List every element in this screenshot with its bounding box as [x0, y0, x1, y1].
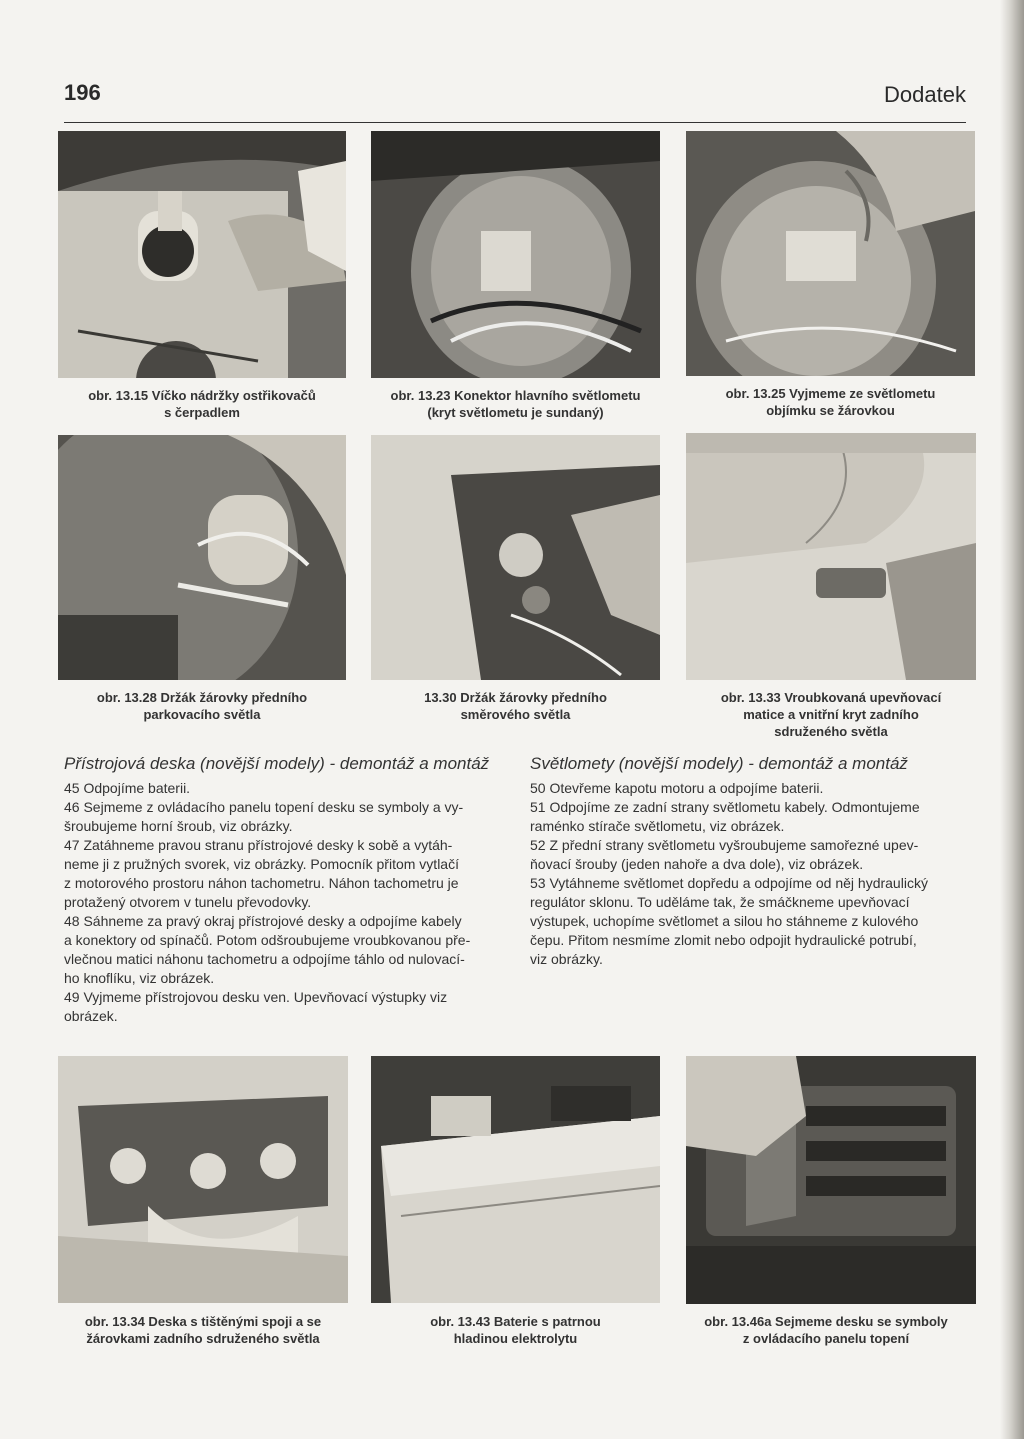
caption-13-30: 13.30 Držák žárovky předního směrového světla — [424, 690, 607, 722]
paragraph-47: 47 Zatáhneme pravou stranu přístrojové desky k sobě a vytáh- neme ji z pružných svorek, viz obrázky. Pomocník přitom vytlačí z motorového prostoru náhon tachometru. Náhon tachometru je protažený otvorem v tunelu převodovky. — [64, 837, 459, 910]
photo-knurled-nut — [686, 433, 976, 680]
page-number: 196 — [64, 80, 101, 105]
caption-13-34: obr. 13.34 Deska s tištěnými spoji a se žárovkami zadního sdruženého světla — [84, 1314, 322, 1346]
paragraph-48: 48 Sáhneme za pravý okraj přístrojové desky a odpojíme kabely a konektory od spínačů. Potom odšroubujeme vroubkovanou pře- vlečnou matici náhonu tachometru a odpojíme táhlo od nulovací- ho knoflíku, viz obrázek. — [64, 913, 471, 986]
paragraph-50: 50 Otevřeme kapotu motoru a odpojíme baterii. — [530, 780, 824, 796]
paragraph-53: 53 Vytáhneme světlomet dopředu a odpojíme od něj hydraulický regulátor sklonu. To uděláme tak, že smáčkneme upevňovací výstupek, uchopíme světlomet a silou ho stáhneme z kulového čepu. Přitom nesmíme zlomit nebo odpojit hydraulické potrubí, viz obrázky. — [530, 875, 928, 967]
photo-headlight-connector — [371, 131, 660, 378]
right-section-body — [530, 779, 970, 969]
caption-13-33: obr. 13.33 Vroubkovaná upevňovací matice a vnitřní kryt zadního sdruženého světla — [720, 690, 942, 739]
right-section-title: Světlomety (novější modely) - demontáž a montáž — [530, 754, 908, 773]
paragraph-49: 49 Vyjmeme přístrojovou desku ven. Upevňovací výstupky viz obrázek. — [64, 989, 448, 1024]
caption-13-28: obr. 13.28 Držák žárovky předního parkovacího světla — [96, 690, 308, 722]
caption-13-46a: obr. 13.46a Sejmeme desku se symboly z ovládacího panelu topení — [704, 1314, 948, 1346]
photo-tail-light-pcb — [58, 1056, 348, 1303]
caption-13-25: obr. 13.25 Vyjmeme ze světlometu objímku se žárovkou — [725, 386, 936, 418]
left-section-body — [64, 779, 504, 1026]
left-section-title: Přístrojová deska (novější modely) - demontáž a montáž — [64, 754, 490, 773]
photo-indicator-holder — [371, 435, 660, 680]
photo-washer-reservoir — [58, 131, 346, 378]
paragraph-52: 52 Z přední strany světlometu vyšroubujeme samořezné upev- ňovací šrouby (jeden nahoře a dva dole), viz obrázek. — [530, 837, 919, 872]
page-binding-edge — [1000, 0, 1024, 1439]
caption-13-23: obr. 13.23 Konektor hlavního světlometu (kryt světlometu je sundaný) — [390, 388, 641, 420]
caption-13-43: obr. 13.43 Baterie s patrnou hladinou elektrolytu — [430, 1314, 601, 1346]
caption-13-15: obr. 13.15 Víčko nádržky ostřikovačů s čerpadlem — [88, 388, 316, 420]
paragraph-46: 46 Sejmeme z ovládacího panelu topení desku se symboly a vy- šroubujeme horní šroub, viz obrázky. — [64, 799, 464, 834]
header-rule — [64, 122, 966, 123]
section-name: Dodatek — [884, 82, 966, 107]
paragraph-45: 45 Odpojíme baterii. — [64, 780, 191, 796]
photo-headlight-bulb-holder — [686, 131, 975, 376]
paragraph-51: 51 Odpojíme ze zadní strany světlometu kabely. Odmontujeme raménko stírače světlometu, viz obrázek. — [530, 799, 920, 834]
photo-parking-light-holder — [58, 435, 346, 680]
photo-battery — [371, 1056, 660, 1303]
photo-heater-panel — [686, 1056, 976, 1304]
